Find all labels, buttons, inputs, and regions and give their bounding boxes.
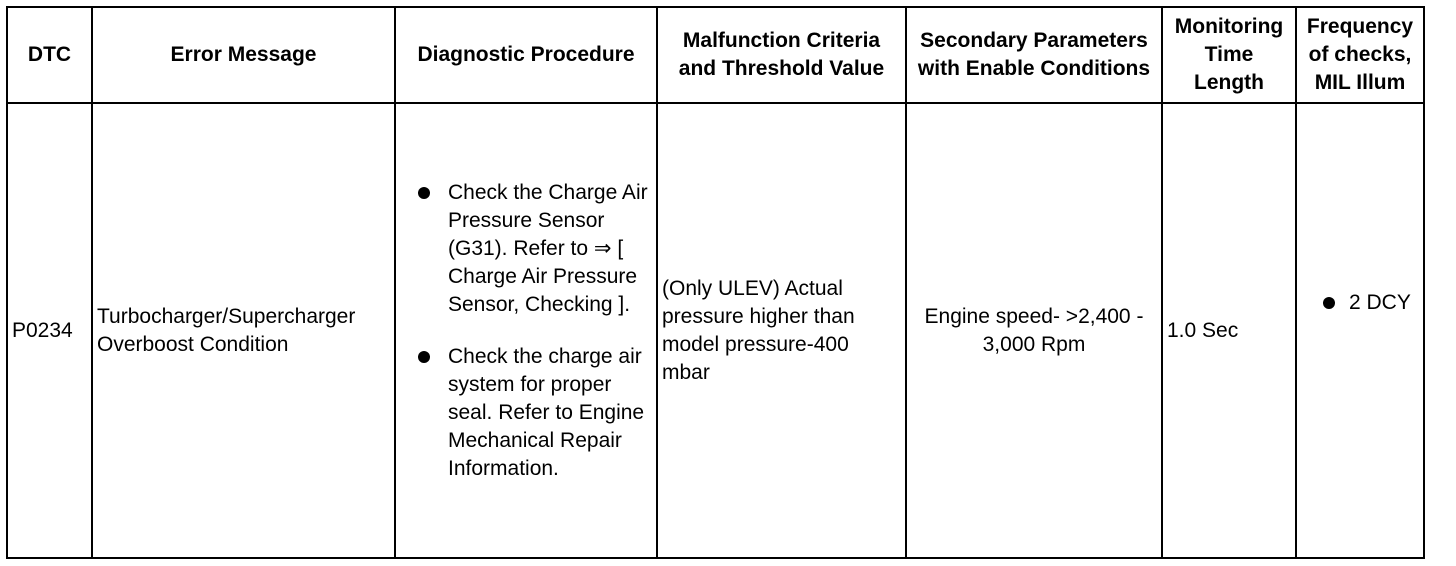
cell-error-message: Turbocharger/Supercharger Overboost Condition [92, 103, 395, 558]
bullet-icon [1323, 297, 1335, 309]
procedure-step-text: Check the Charge Air Pressure Sensor (G31). Refer to ⇒ [ Charge Air Pressure Sensor, Checking ]. [448, 180, 648, 316]
cell-dtc: P0234 [7, 103, 92, 558]
cell-secondary-parameters: Engine speed- >2,400 - 3,000 Rpm [906, 103, 1162, 558]
dtc-table [6, 6, 1425, 559]
header-row [7, 7, 1424, 103]
procedure-step [400, 343, 652, 483]
bullet-icon [418, 187, 430, 199]
header-secondary-parameters: Secondary Parameters with Enable Conditions [906, 7, 1162, 103]
frequency-item [1301, 289, 1419, 317]
cell-malfunction-criteria: (Only ULEV) Actual pressure higher than model pressure-400 mbar [657, 103, 906, 558]
frequency-text: 2 DCY [1349, 290, 1411, 314]
header-malfunction-criteria: Malfunction Criteria and Threshold Value [657, 7, 906, 103]
header-dtc: DTC [7, 7, 92, 103]
cell-diagnostic-procedure [395, 103, 657, 558]
procedure-list [400, 179, 652, 483]
procedure-step-text: Check the charge air system for proper seal. Refer to Engine Mechanical Repair Information. [448, 344, 645, 480]
header-error-message: Error Message [92, 7, 395, 103]
table-row [7, 103, 1424, 558]
header-diagnostic-procedure: Diagnostic Procedure [395, 7, 657, 103]
header-frequency: Frequency of checks, MIL Illum [1296, 7, 1424, 103]
cell-frequency [1296, 103, 1424, 558]
cell-monitoring-time: 1.0 Sec [1162, 103, 1296, 558]
header-monitoring-time: Monitoring Time Length [1162, 7, 1296, 103]
bullet-icon [418, 351, 430, 363]
procedure-step [400, 179, 652, 319]
